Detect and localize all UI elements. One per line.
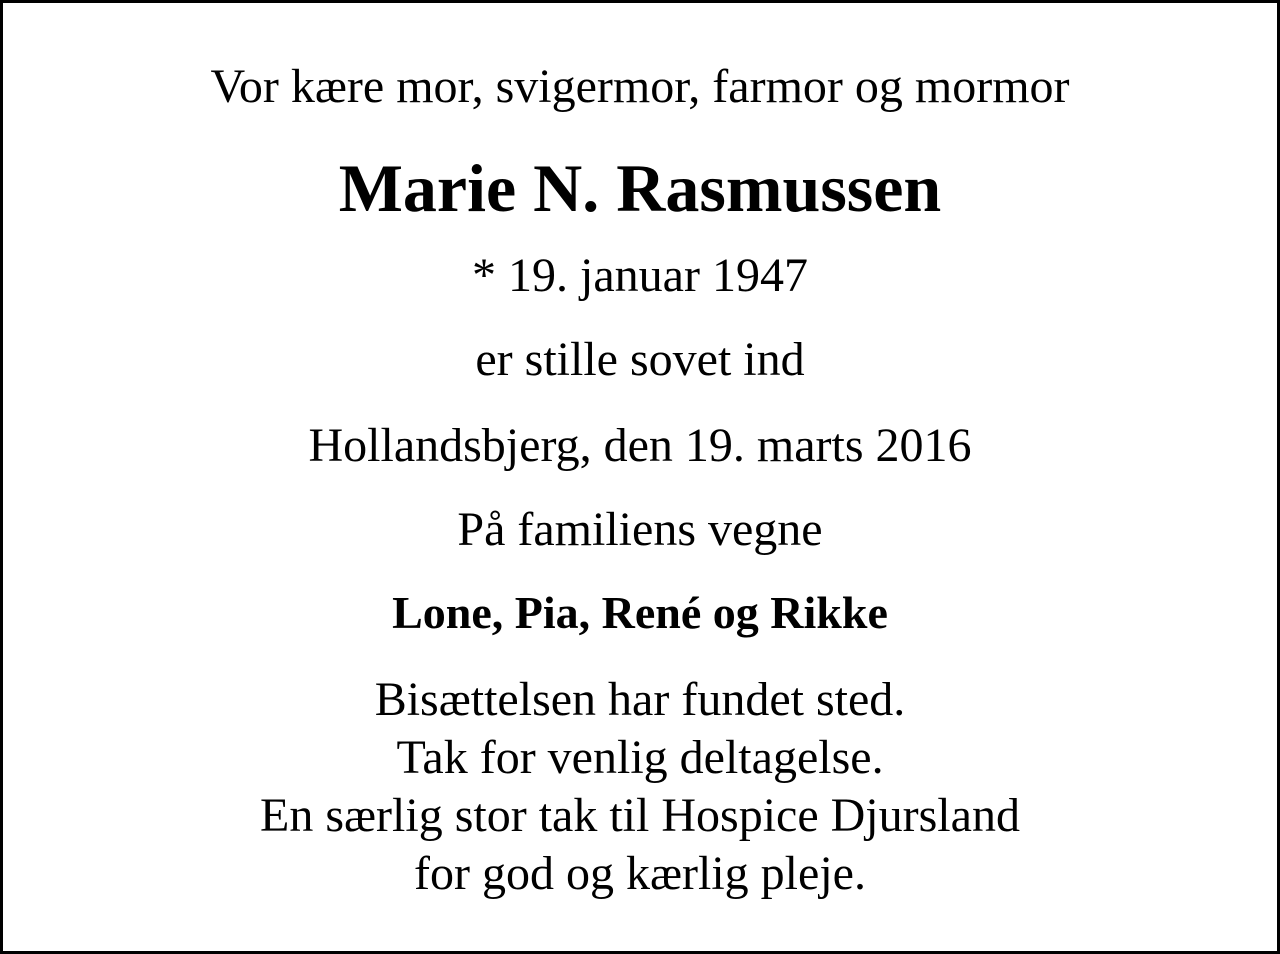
closing-note-line: for god og kærlig pleje.	[414, 847, 866, 900]
family-names: Lone, Pia, René og Rikke	[392, 587, 888, 638]
intro-line: Vor kære mor, svigermor, farmor og mormor	[210, 60, 1070, 113]
birth-date: * 19. januar 1947	[472, 249, 808, 302]
closing-notes	[3, 671, 1277, 903]
on-behalf-text: På familiens vegne	[457, 503, 823, 556]
passed-away-text: er stille sovet ind	[475, 333, 805, 386]
closing-note-line: Tak for venlig deltagelse.	[396, 731, 884, 784]
deceased-name: Marie N. Rasmussen	[338, 150, 942, 226]
closing-note-line: En særlig stor tak til Hospice Djursland	[260, 789, 1020, 842]
closing-note-line: Bisættelsen har fundet sted.	[374, 673, 906, 726]
place-and-date: Hollandsbjerg, den 19. marts 2016	[308, 419, 972, 472]
